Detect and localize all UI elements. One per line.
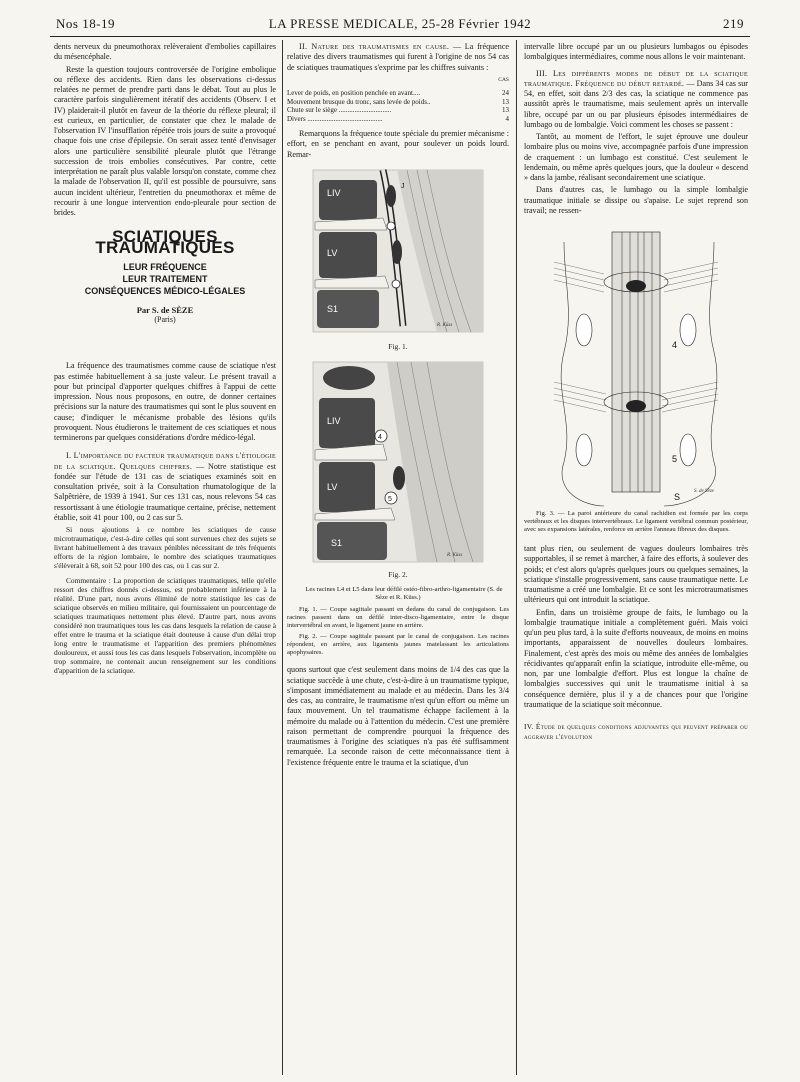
table-cell: Divers ........................................... bbox=[287, 114, 383, 123]
article-subtitle: LEUR FRÉQUENCE bbox=[123, 261, 207, 272]
paragraph: quons surtout que c'est seulement dans moins de 1/4 des cas que la sciatique succède à une chute, c'est-à-dire à un traumatisme typique, s'imposant immédiatement au malade et au médecin. Dans les 3/4 des cas, au contraire, le traumatisme n'est qu'un effort ou même un faux mouvement. Un tel traumatisme échappe facilement à la mémoire du malade ou à l'attention du médecin. C'est une première raison permettant de comprendre pourquoi la fréquence des traumatismes à l'origine des sciatiques n'a pas été suffisamment remarquée. La seconde raison de cette méconnaissance tient à l'existence fréquente entre le trauma et la sciatique, d'un bbox=[287, 665, 509, 767]
label-5: 5 bbox=[388, 496, 392, 503]
label-5: 5 bbox=[672, 454, 678, 464]
paragraph: Remarquons la fréquence toute spéciale du premier mécanisme : effort, en se penchant en avant, pour soulever un poids lourd. Remar- bbox=[287, 129, 509, 159]
paragraph: Tantôt, au moment de l'effort, le sujet éprouve une douleur lombaire plus ou moins vive, accompagnée parfois d'une impression de craquement : un lumbago est constitué. C'est seulement le lendemain, ou même après quelques jours, que la douleur « descend » dans la jambe, réalisant secondairement une sciatique. bbox=[524, 132, 748, 182]
table-row bbox=[287, 106, 509, 115]
table-cell: Mouvement brusque du tronc, sans levée de poids.. bbox=[287, 97, 431, 106]
label-liv: LIV bbox=[327, 187, 341, 198]
column-2 bbox=[287, 42, 509, 770]
illustrator-signature: S. de Sèze bbox=[694, 489, 714, 494]
table-cell: 13 bbox=[502, 97, 509, 106]
figure-3-caption: Fig. 3. — La paroi antérieure du canal rachidien est formée par les corps vertébraux et les disques intervertébraux. Le ligament vertébral commun postérieur, avec ses expansions latérales, renforce en arrière l'anneau fibreux des disques. bbox=[524, 510, 748, 533]
section-2-text: — La fréquence relative des divers traumatismes qui furent à l'origine de nos 54 cas de sciatiques traumatiques s'exprime par les chiffres suivants : bbox=[287, 42, 509, 72]
trauma-table bbox=[287, 89, 509, 123]
column-1 bbox=[54, 42, 276, 677]
label-s1: S1 bbox=[327, 303, 339, 314]
column-3 bbox=[524, 42, 748, 745]
paragraph: intervalle libre occupé par un ou plusieurs lumbagos ou épisodes lombalgiques intermédiaires, comme nous allons le voir maintenant. bbox=[524, 42, 748, 62]
paragraph: tant plus rien, ou seulement de vagues douleurs lombaires très supportables, il se remet à marcher, à faire des efforts, à soulever des poids; et c'est alors qu'après quelques jours ou quelques semaines, la sciatique s'installe progressivement, sans cause traumatique nette. Le traumatisme a créé une lombalgie. Et ce sont les microtraumatismes ultérieurs qui ont introduit la sciatique. bbox=[524, 544, 748, 605]
label-4: 4 bbox=[672, 340, 678, 350]
figure-1-caption: Fig. 1. — Coupe sagittale passant en dedans du canal de conjugaison. Les racines passent dans un défilé inter-disco-ligamentaire, entre le disque intervertébral en avant, le ligament jaune en arrière. bbox=[287, 606, 509, 630]
illustrator-signature: R. Küss bbox=[447, 553, 463, 558]
column-divider bbox=[282, 40, 283, 1075]
section-1-paragraph bbox=[54, 451, 276, 523]
figure-1 bbox=[287, 166, 509, 352]
figure-2-label: Fig. 2. bbox=[388, 570, 408, 579]
article-subtitle: LEUR TRAITEMENT bbox=[122, 273, 208, 284]
section-4-heading bbox=[524, 722, 748, 743]
page-header bbox=[50, 14, 750, 37]
section-3-heading: III. Les différents modes de début de la sciatique traumatique. Fréquence du début retardé. bbox=[524, 68, 748, 88]
label-s1: S1 bbox=[331, 538, 343, 548]
label-lv: LV bbox=[327, 247, 338, 258]
article-title: SCIATIQUES TRAUMATIQUES bbox=[95, 227, 235, 257]
table-row bbox=[287, 89, 509, 98]
paragraph: Enfin, dans un troisième groupe de faits, le lumbago ou la lombalgie traumatique initiale a complètement guéri. Mais voici qu'un peu plus tard, à la suite d'efforts nouveaux, de moins en moins importants, apparaissent de nouvelles douleurs lombaires. Finalement, c'est après des mois ou même des années de lombalgies récidivantes qu'apparaît enfin la sciatique, introduite elle-même, ou non, par une lombalgie d'effort. Plus est longue la chaîne de lombalgies successives qui unit le traumatisme initial à sa conséquence dernière, plus il y a de chances pour que l'origine traumatique de la sciatique soit méconnue. bbox=[524, 607, 748, 709]
table-cell: Lever de poids, en position penchée en avant.... bbox=[287, 89, 420, 97]
table-cell: Chute sur le siège .............................. bbox=[287, 106, 392, 114]
commentary-paragraph: Commentaire : La proportion de sciatiques traumatiques, telle qu'elle ressort des chiffres donnés ci-dessus, est probablement inférieure à la réalité. D'une part, nous avons éliminé de notre statistique les cas de sciatique observés en milieu militaire, qui fournissaient un pourcentage de sciatiques traumatiques nettement plus élevé. D'autre part, nous avons considéré non traumatiques tous les cas dans lesquels la relation de cause à effet entre le trauma et la sciatique était douteuse à cause d'un délai trop long entre le traumatisme et l'apparition des premiers phénomènes douloureux, et aussi tous les cas dans lesquels l'observation, incomplète ou trop sommaire, ne contenait aucun renseignement sur les conditions d'apparition de la sciatique. bbox=[54, 576, 276, 675]
article-subtitle: CONSÉQUENCES MÉDICO-LÉGALES bbox=[84, 285, 246, 296]
section-1-text: — Notre statistique est fondée sur l'étude de 131 cas de sciatiques examinés soit en consultation privée, soit à la Consultation rhumatologique de la Salpêtrière, de 1939 à 1941. Sur ces 131 cas, nous relevons 54 cas ressortissant à une étiologie traumatique certaine, précise, nettement établie, soit 41 pour 100, ou 2 cas sur 5. bbox=[54, 461, 277, 522]
issue-number: Nos 18-19 bbox=[56, 16, 116, 31]
table-cell: 24 bbox=[502, 89, 509, 97]
section-2-heading: II. Nature des traumatismes en cause. bbox=[299, 42, 450, 51]
figure-3 bbox=[524, 222, 748, 508]
figure-2-caption: Fig. 2. — Coupe sagittale passant par le canal de conjugaison. Les racines répondent, en arrière, aux ligaments jaunes matelassant les articulations apophysaires. bbox=[287, 633, 509, 657]
paragraph: Dans d'autres cas, le lumbago ou la simple lombalgie traumatique initiale se dissipe ou s'apaise. Le sujet reprend son travail; ne ressen- bbox=[524, 185, 748, 215]
table-row bbox=[287, 98, 509, 107]
table-cell: 13 bbox=[502, 106, 509, 114]
author-city: (Paris) bbox=[154, 315, 176, 324]
label-liv: LIV bbox=[327, 416, 341, 426]
section-3-paragraph bbox=[524, 69, 748, 131]
section-1-heading: I. L'importance du facteur traumatique dans l'étiologie de la sciatique. Quelques chiffres. bbox=[54, 451, 276, 471]
label-4: 4 bbox=[378, 434, 382, 441]
figure-main-caption: Les racines L4 et L5 dans leur défilé ostéo-fibro-arthro-ligamentaire (S. de Sèze et R. Küss.) bbox=[305, 586, 503, 602]
section-4-heading-text: IV. Étude de quelques conditions adjuvantes qui peuvent préparer ou aggraver l'évolution bbox=[524, 722, 748, 742]
illustrator-signature: R. Küss bbox=[437, 322, 453, 328]
figure-1-label: Fig. 1. bbox=[388, 341, 408, 351]
figure-1-illustration bbox=[287, 166, 509, 338]
table-row bbox=[287, 115, 509, 124]
table-header: CAS bbox=[498, 76, 509, 83]
column-divider bbox=[516, 40, 517, 1075]
paragraph: Si nous ajoutions à ce nombre les sciatiques de cause microtraumatique, c'est-à-dire celles qui sont survenues chez des sujets se livrant habituellement à des travaux pénibles nécessitant de très fréquents efforts de la région lombaire, le nombre des sciatiques traumatiques s'élèverait à 68, soit 52 pour 100 des cas, ou 1 cas sur 2. bbox=[54, 525, 276, 570]
figure-3-illustration bbox=[524, 222, 748, 508]
figure-2 bbox=[287, 358, 509, 580]
author-byline: Par S. de SÈZE bbox=[136, 304, 194, 315]
section-2-paragraph bbox=[287, 42, 509, 73]
label-lv: LV bbox=[327, 482, 338, 492]
journal-title: LA PRESSE MEDICALE, 25-28 Février 1942 bbox=[268, 16, 532, 31]
page-number: 219 bbox=[723, 16, 744, 31]
intro-paragraph: La fréquence des traumatismes comme cause de sciatique n'est pas estimée habituellement à sa juste valeur. Le présent travail a pour but principal d'apporter quelques chiffres à l'appui de cette impression. Nous nous proposons, en outre, de donner certaines précisions sur la nature des traumatismes qui sont le plus souvent en cause; d'indiquer le mécanisme probable des lésions qu'ils provoquent. Nous étudierons le traitement de ces sciatiques et nous terminerons par quelques considérations d'ordre médico-légal. bbox=[54, 361, 276, 442]
section-3-text: — Dans 34 cas sur 54, en effet, soit dans 2/3 des cas, la sciatique ne commence pas aussitôt après le traumatisme, mais seulement après un intervalle libre, occupé par un ou par plusieurs épisodes intermédiaires de lumbago ou de lombalgie. Voici comment les choses se passent : bbox=[524, 78, 748, 129]
label-s: S bbox=[674, 492, 681, 502]
paragraph: Reste la question toujours controversée de l'origine embolique ou réflexe des accidents. Rien dans les observations ci-dessus relatées ne permet de prendre parti dans le débat. Tout au plus le caractère parfois singulièrement itératif des accidents (Observ. I et IV) plaiderait-il plutôt en faveur de la théorie du réflexe pleural; il est curieux, en particulier, de constater que chez le malade de l'observation IV l'insufflation répétée trois jours de suite a provoqué chaque fois une crise d'épilepsie. On serait assez tenté d'envisager alors une particulière sensibilité pleurale plutôt que l'étrange succession de trois embolies consécutives. Par contre, cette interprétation ne paraît plus valable lorsqu'on constate, comme chez la malade de l'observation II, qu'il est possible de poursuivre, sans aucun incident ultérieur, l'entretien du pneumothorax et même de recourir à une longue intervention endo-pleurale pour section de brides. bbox=[54, 64, 276, 217]
table-cell: 4 bbox=[505, 114, 509, 123]
label-j: J bbox=[401, 182, 405, 190]
figure-2-illustration bbox=[287, 358, 509, 566]
paragraph: dents nerveux du pneumothorax relèveraient d'embolies capillaires du mésencéphale. bbox=[54, 42, 276, 62]
